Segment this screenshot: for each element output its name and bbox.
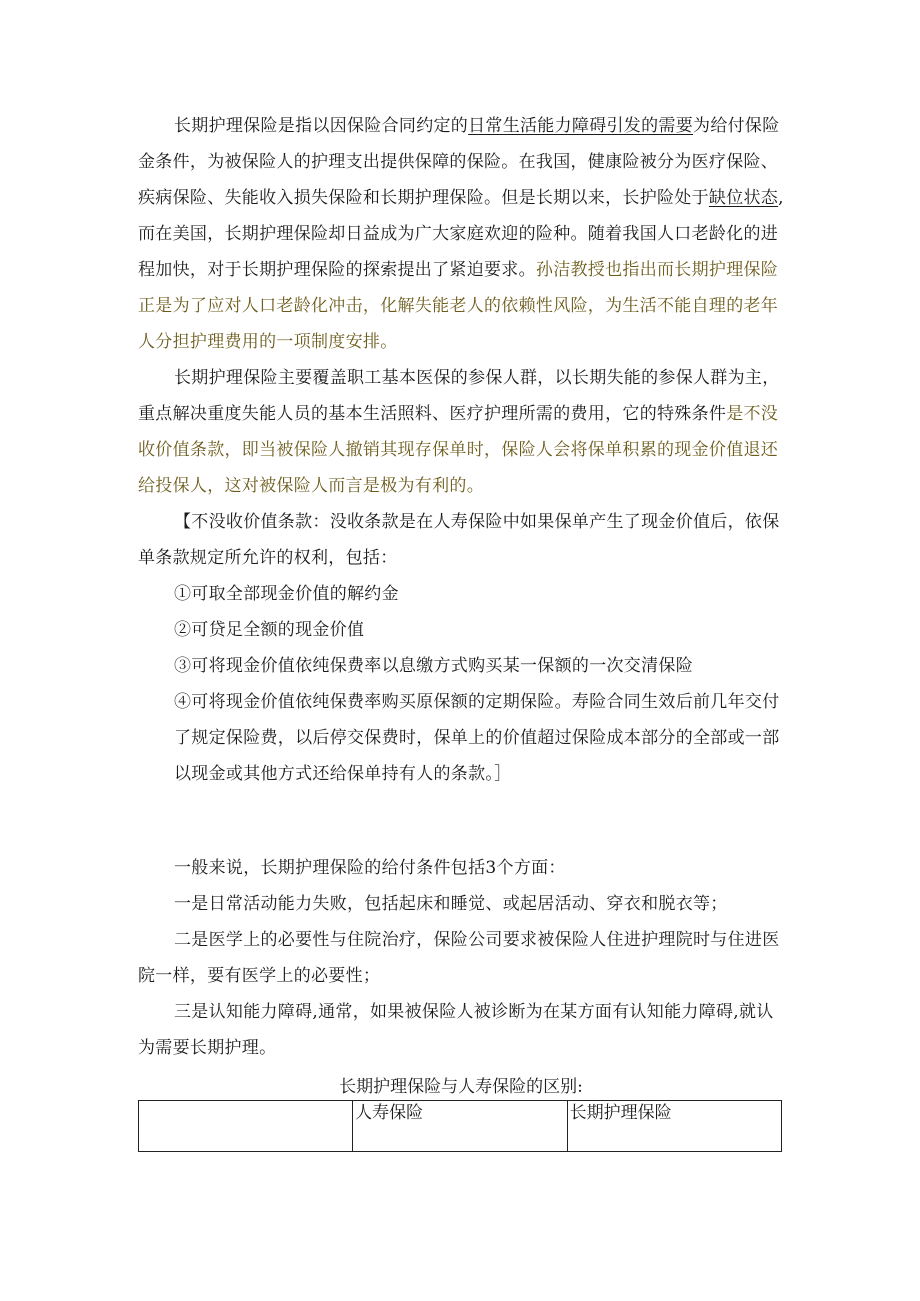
table-header-cell [139,1101,353,1152]
note-item: ②可贷足全额的现金价值 [174,620,365,640]
paragraph-coverage: 长期护理保险主要覆盖职工基本医保的参保人群，以长期失能的参保人群为主，重点解决重度失能人员的基本生活照料、医疗护理所需的费用，它的特殊条件是不没收价值条款，即当被保险人撤销其现存保单时，保险人会将保单积累的现金价值退还给投保人，这对被保险人而言是极为有利的。 [138,368,780,496]
underlined-phrase: 日常生活能力障碍引发的需要 [468,116,694,136]
highlighted-clause: 是不没收价值条款，即当被保险人撤销其现存保单时，保险人会将保单积累的现金价值退还给投保人，这对被保险人而言是极为有利的。 [138,404,779,496]
note-intro: 【不没收价值条款：没收条款是在人寿保险中如果保单产生了现金价值后，依保单条款规定所允许的权利，包括： [138,512,780,568]
note-item: ④可将现金价值依纯保费率购买原保额的定期保险。寿险合同生效后前几年交付了规定保险费，以后停交保费时，保单上的价值超过保险成本部分的全部或一部以现金或其他方式还给保单持有人的条款。］ [174,692,780,784]
condition-one: 一是日常活动能力失败，包括起床和睡觉、或起居活动、穿衣和脱衣等； [174,894,728,914]
comparison-table [138,1100,782,1152]
underlined-phrase: 缺位状态 [708,188,779,208]
highlighted-quote: 孙洁教授也指出而长期护理保险正是为了应对人口老龄化冲击，化解失能老人的依赖性风险，为生活不能自理的老年人分担护理费用的一项制度安排。 [138,260,779,352]
paragraph-definition: 长期护理保险是指以因保险合同约定的日常生活能力障碍引发的需要为给付保险金条件，为被保险人的护理支出提供保障的保险。在我国，健康险被分为医疗保险、疾病保险、失能收入损失保险和长期护理保险。但是长期以来，长护险处于缺位状态,而在美国，长期护理保险却日益成为广大家庭欢迎的险种。随着我国人口老龄化的进程加快，对于长期护理保险的探索提出了紧迫要求。孙洁教授也指出而长期护理保险正是为了应对人口老龄化冲击，化解失能老人的依赖性风险，为生活不能自理的老年人分担护理费用的一项制度安排。 [138,116,784,352]
table-caption: 长期护理保险与人寿保险的区别: [339,1077,583,1097]
condition-two: 二是医学上的必要性与住院治疗，保险公司要求被保险人住进护理院时与住进医院一样，要有医学上的必要性； [138,930,780,986]
table-header-cell: 长期护理保险 [567,1101,781,1152]
note-item: ①可取全部现金价值的解约金 [174,584,399,604]
condition-three: 三是认知能力障碍,通常，如果被保险人被诊断为在某方面有认知能力障碍,就认为需要长期护理。 [138,1002,774,1058]
note-item: ③可将现金价值依纯保费率以息缴方式购买某一保额的一次交清保险 [174,656,693,676]
table-row [139,1101,782,1152]
document-body [138,108,784,1152]
table-header-cell: 人寿保险 [353,1101,567,1152]
conditions-intro: 一般来说，长期护理保险的给付条件包括3个方面： [174,858,566,878]
